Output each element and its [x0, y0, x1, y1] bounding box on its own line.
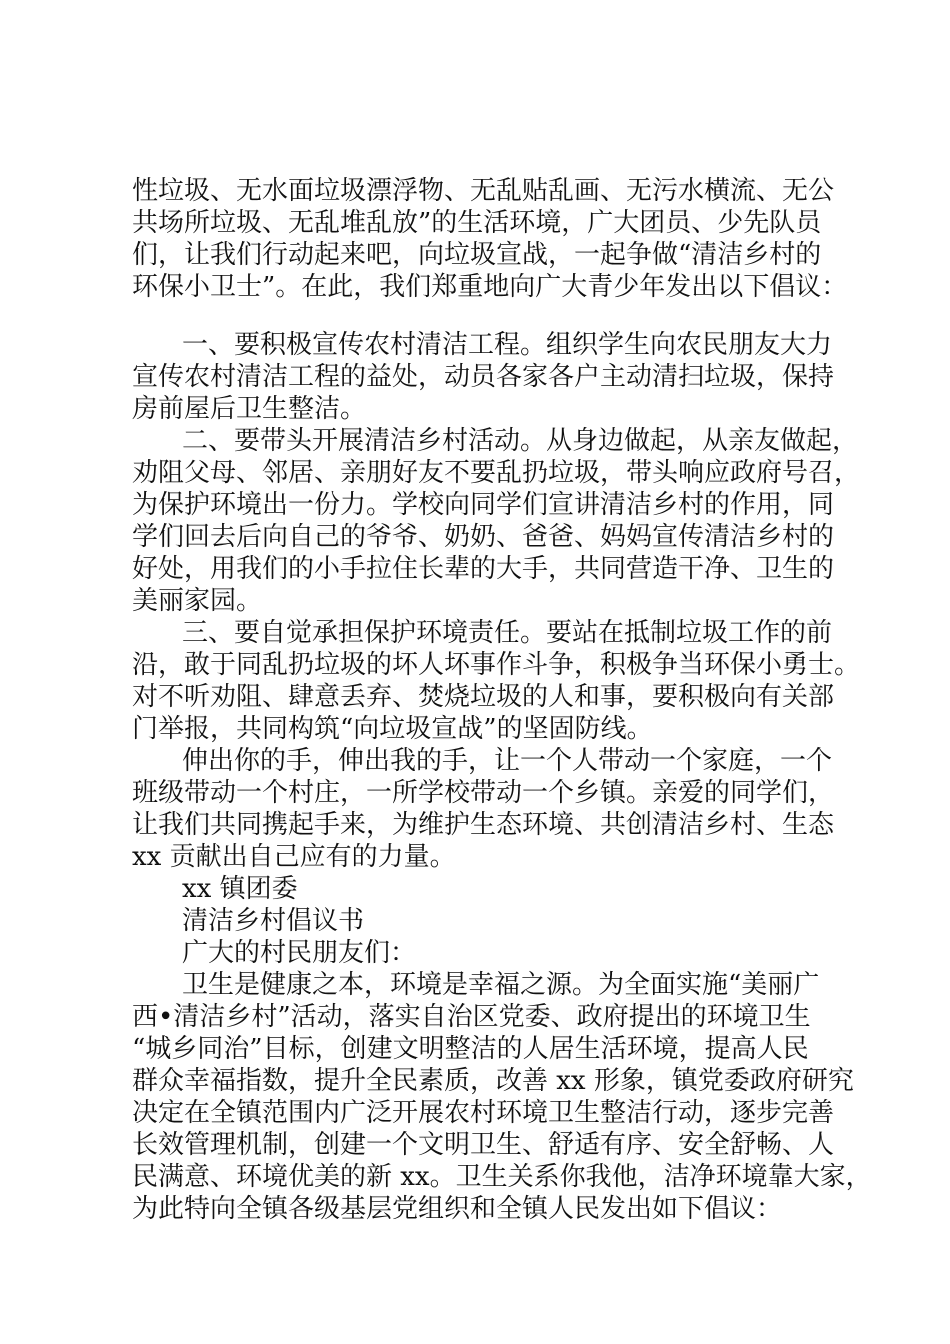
paragraph-line: 为保护环境出一份力。学校向同学们宣讲清洁乡村的作用，同	[132, 490, 835, 520]
paragraph-line: “城乡同治”目标，创建文明整洁的人居生活环境，提高人民	[132, 1034, 809, 1064]
paragraph-line: 环保小卫士”。在此，我们郑重地向广大青少年发出以下倡议：	[132, 272, 848, 302]
paragraph-line: 卫生是健康之本，环境是幸福之源。为全面实施“美丽广	[182, 970, 820, 1000]
paragraph-line: 门举报，共同构筑“向垃圾宣战”的坚固防线。	[132, 714, 653, 744]
paragraph-line: 美丽家园。	[132, 586, 263, 616]
paragraph-line: 民满意、环境优美的新 xx。卫生关系你我他，洁净环境靠大家，	[132, 1162, 872, 1192]
paragraph-line: 为此特向全镇各级基层党组织和全镇人民发出如下倡议：	[132, 1194, 783, 1224]
paragraph-line: 群众幸福指数，提升全民素质，改善 xx 形象，镇党委政府研究	[132, 1066, 854, 1096]
salutation: 广大的村民朋友们：	[182, 938, 417, 968]
paragraph-line: xx 贡献出自己应有的力量。	[132, 842, 456, 872]
paragraph-line: 一、要积极宣传农村清洁工程。组织学生向农民朋友大力	[182, 330, 833, 360]
paragraph-line: 共场所垃圾、无乱堆乱放”的生活环境，广大团员、少先队员	[132, 208, 822, 238]
paragraph-line: 决定在全镇范围内广泛开展农村环境卫生整洁行动，逐步完善	[132, 1098, 835, 1128]
paragraph-line: 二、要带头开展清洁乡村活动。从身边做起，从亲友做起，	[182, 426, 859, 456]
paragraph-line: 好处，用我们的小手拉住长辈的大手，共同营造干净、卫生的	[132, 554, 835, 584]
document-title: 清洁乡村倡议书	[182, 906, 365, 936]
paragraph-line: 性垃圾、无水面垃圾漂浮物、无乱贴乱画、无污水横流、无公	[132, 176, 835, 206]
paragraph-line: 长效管理机制，创建一个文明卫生、舒适有序、安全舒畅、人	[132, 1130, 835, 1160]
paragraph-line: 对不听劝阻、肆意丢弃、焚烧垃圾的人和事，要积极向有关部	[132, 682, 835, 712]
signature-line: xx 镇团委	[182, 874, 298, 904]
paragraph-line: 学们回去后向自己的爷爷、奶奶、爸爸、妈妈宣传清洁乡村的	[132, 522, 835, 552]
paragraph-line: 班级带动一个村庄，一所学校带动一个乡镇。亲爱的同学们，	[132, 778, 835, 808]
paragraph-line: 们，让我们行动起来吧，向垃圾宣战，一起争做“清洁乡村的	[132, 240, 822, 270]
paragraph-line: 沿，敢于同乱扔垃圾的坏人坏事作斗争，积极争当环保小勇士。	[132, 650, 861, 680]
paragraph-line: 房前屋后卫生整洁。	[132, 394, 367, 424]
paragraph-line: 西•清洁乡村”活动，落实自治区党委、政府提出的环境卫生	[132, 1002, 811, 1032]
paragraph-line: 伸出你的手，伸出我的手，让一个人带动一个家庭，一个	[182, 746, 833, 776]
paragraph-line: 让我们共同携起手来，为维护生态环境、共创清洁乡村、生态	[132, 810, 835, 840]
paragraph-line: 三、要自觉承担保护环境责任。要站在抵制垃圾工作的前	[182, 618, 833, 648]
paragraph-line: 劝阻父母、邻居、亲朋好友不要乱扔垃圾，带头响应政府号召，	[132, 458, 861, 488]
paragraph-line: 宣传农村清洁工程的益处，动员各家各户主动清扫垃圾，保持	[132, 362, 835, 392]
